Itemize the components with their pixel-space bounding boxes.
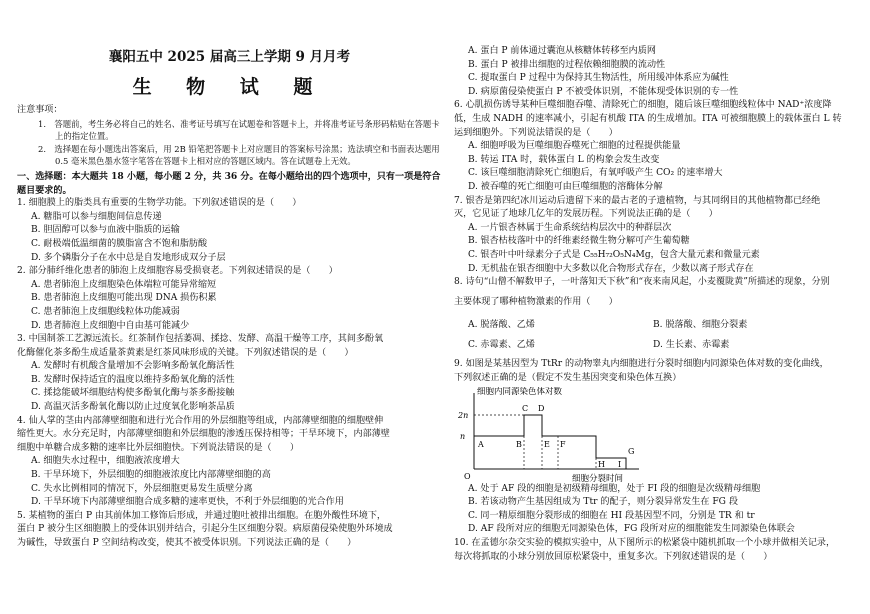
q8-stem: 主要体现了哪种植物激素的作用（ ） xyxy=(454,296,618,307)
point-g: G xyxy=(628,446,635,456)
q7-option: D. 无机盐在银杏细胞中大多数以化合物形式存在，少数以离子形式存在 xyxy=(468,263,754,274)
q7-option: B. 银杏枯枝落叶中的纤维素经微生物分解可产生葡萄糖 xyxy=(468,236,690,247)
q10-stem: 10. 在孟德尔杂交实验的模拟实验中，从下图所示的松紧袋中随机抓取一个小球并做相关记录， xyxy=(454,538,836,549)
question-option: C. 揉捻能破坏细胞结构使多酚氧化酶与茶多酚接触 xyxy=(31,388,235,399)
point-h: H xyxy=(598,459,605,469)
question-stem: 细胞中单糖合成多糖的速率比外层细胞快。下列说法错误的是（ ） xyxy=(17,442,299,453)
q6-option: D. 被吞噬的死亡细胞可由巨噬细胞的溶酶体分解 xyxy=(468,181,663,192)
point-c: C xyxy=(522,403,529,413)
exam-title: 襄阳五中 2025 届高三上学期 9 月月考 xyxy=(108,49,351,65)
notice-item: 2. 选择题在每小题选出答案后，用 2B 铅笔把答题卡上对应题目的答案标号涂黑；选法填空和书面表达题用 0.5 毫米黑色墨水签字笔答在答题卡上相对应的答题区域内。答在试题卷上无效。 xyxy=(38,143,440,167)
question-stem: 蛋白 P 被分生区细胞膜上的受体识别并结合，引起分生区细胞分裂。病原菌侵染使胞外环境成 xyxy=(17,524,393,535)
exam-subject: 生 物 试 题 xyxy=(132,76,327,98)
q5-option: C. 提取蛋白 P 过程中为保持其生物活性，所用缓冲体系应为碱性 xyxy=(468,73,729,84)
q9-stem: 下列叙述正确的是（假定不发生基因突变和染色体互换） xyxy=(454,373,682,384)
question-option: D. 干旱环境下内部薄壁细胞合成多糖的速率更快，不利于外层细胞的光合作用 xyxy=(31,497,344,508)
q9-option: C. 同一精原细胞分裂形成的细胞在 HI 段基因型不同，分别是 TR 和 tr xyxy=(468,510,755,521)
question-option: D. 患者肺泡上皮细胞中自由基可能减少 xyxy=(31,320,190,331)
q6-option: C. 该巨噬细胞清除死亡细胞后，有氧呼吸产生 CO₂ 的速率增大 xyxy=(468,168,723,179)
q8-options-row xyxy=(454,339,854,353)
question-option: C. 患者肺泡上皮细胞线粒体功能减弱 xyxy=(31,306,180,317)
section-heading: 一、选择题：本大题共 18 小题，每小题 2 分，共 36 分。在每小题给出的四个选项中，只有一项是符合题目要求的。 xyxy=(17,170,441,196)
question-option: C. 耐极端低温细菌的膜脂富含不饱和脂肪酸 xyxy=(31,238,208,249)
q9-chromosome-graph xyxy=(454,387,854,483)
q6-option: B. 转运 ITA 时，载体蛋白 L 的构象会发生改变 xyxy=(468,154,660,165)
q7-stem: 灭，它见证了地球几亿年的发展历程。下列说法正确的是（ ） xyxy=(454,209,718,220)
point-e: E xyxy=(544,439,550,449)
y-tick-2n: 2n xyxy=(458,410,469,420)
q9-option: D. AF 段所对应的细胞无同源染色体，FG 段所对应的细胞能发生同源染色体联会 xyxy=(468,524,795,535)
q8-option: D. 生长素、赤霉素 xyxy=(653,339,730,350)
question-option: B. 干旱环境下，外层细胞的细胞液浓度比内部薄壁细胞的高 xyxy=(31,470,271,481)
question-stem: 化酶催化茶多酚生成适量茶黄素是红茶风味形成的关键。下列叙述错误的是（ ） xyxy=(17,347,354,358)
q8-stem: 8. 诗句“山僧不解数甲子，一叶落知天下秋”和“夜来南风起，小麦覆陇黄”所描述的现象，分别 xyxy=(454,277,830,288)
q9-option: A. 处于 AF 段的细胞是初级精母细胞，处于 FI 段的细胞是次级精母细胞 xyxy=(468,483,761,494)
point-f: F xyxy=(560,439,566,449)
question-stem: 2. 部分肺纤维化患者的肺泡上皮细胞容易受损衰老。下列叙述错误的是（ ） xyxy=(17,266,338,277)
question-option: A. 糖脂可以参与细胞间信息传递 xyxy=(31,211,162,222)
q7-option: C. 银杏叶中叶绿素分子式是 C₅₅H₇₂O₅N₄Mg，包含大量元素和微量元素 xyxy=(468,249,760,260)
q5-option: D. 病原菌侵染使蛋白 P 不被受体识别，不能体现受体识别的专一性 xyxy=(468,86,739,97)
q9-graph-svg xyxy=(454,387,694,483)
question-option: B. 胆固醇可以参与血液中脂质的运输 xyxy=(31,225,180,236)
q6-stem: 低，生成 NADH 的速率减小，引起有机酸 ITA 的生成增加。ITA 可被细胞膜上的载体蛋白 L 转 xyxy=(454,113,842,124)
question-stem: 缩性更大。水分充足时，内部薄壁细胞和外层细胞的渗透压保持相等；干旱环境下，内部薄壁 xyxy=(17,429,390,440)
question-option: B. 发酵时保持适宜的温度以维持多酚氧化酶的活性 xyxy=(31,374,235,385)
right-column xyxy=(454,45,854,564)
point-d: D xyxy=(538,403,545,413)
q9-stem: 9. 如图是某基因型为 TtRr 的动物睾丸内细胞进行分裂时细胞内同源染色体对数的变化曲线， xyxy=(454,359,829,370)
q6-option: A. 细胞呼吸为巨噬细胞吞噬死亡细胞的过程提供能量 xyxy=(468,141,681,152)
question-option: A. 患者肺泡上皮细胞染色体端粒可能异常缩短 xyxy=(31,279,217,290)
question-option: A. 细胞失水过程中，细胞液浓度增大 xyxy=(31,456,180,467)
q6-stem: 6. 心肌损伤诱导某种巨噬细胞吞噬、清除死亡的细胞，随后该巨噬细胞线粒体中 NAD⁺浓度降 xyxy=(454,100,832,111)
q9-option: B. 若该动物产生基因组成为 Ttr 的配子，则分裂异常发生在 FG 段 xyxy=(468,497,738,508)
question-option: C. 失水比例相同的情况下，外层细胞更易发生质壁分离 xyxy=(31,483,253,494)
left-questions xyxy=(17,197,442,550)
q5-option: B. 蛋白 P 被排出细胞的过程依赖细胞膜的流动性 xyxy=(468,59,666,70)
question-option: B. 患者肺泡上皮细胞可能出现 DNA 损伤积累 xyxy=(31,293,217,304)
notice-heading: 注意事项： xyxy=(17,105,63,115)
q10-stem: 每次将抓取的小球分别放回原松紧袋中，重复多次。下列叙述错误的是（ ） xyxy=(454,551,773,562)
point-b: B xyxy=(516,439,522,449)
point-a: A xyxy=(478,439,484,449)
q8-option: B. 脱落酸、细胞分裂素 xyxy=(653,320,748,331)
q8-options-row xyxy=(454,319,854,333)
origin-label: O xyxy=(464,471,471,481)
question-option: D. 多个磷脂分子在水中总是自发地形成双分子层 xyxy=(31,252,226,263)
notice-item: 1. 答题前，考生务必将自己的姓名、准考证号填写在试题卷和答题卡上，并将准考证号条形码粘贴在答题卡上的指定位置。 xyxy=(38,118,440,142)
q7-stem: 7. 银杏是第四纪冰川运动后遗留下来的最古老的子遗植物，与其同纲目的其他植物都已经绝 xyxy=(454,195,821,206)
q5-option: A. 蛋白 P 前体通过囊泡从核糖体转移至内质网 xyxy=(468,46,656,56)
question-stem: 4. 仙人掌的茎由内部薄壁细胞和进行光合作用的外层细胞等组成，内部薄壁细胞的细胞壁伸 xyxy=(17,415,384,426)
y-tick-n: n xyxy=(460,431,466,441)
question-option: D. 高温灭活多酚氧化酶以防止过度氧化影响茶品质 xyxy=(31,402,235,413)
question-stem: 5. 某植物的蛋白 P 由其前体加工修饰后形成，并通过胞吐被排出细胞。在胞外酸性环境下， xyxy=(17,510,387,521)
q8-option: C. 赤霉素、乙烯 xyxy=(468,339,535,350)
question-stem: 1. 细胞膜上的脂类具有重要的生物学功能。下列叙述错误的是（ ） xyxy=(17,198,302,209)
left-column xyxy=(17,0,442,551)
x-axis-label: 细胞分裂时间 xyxy=(572,473,624,483)
question-stem: 为碱性，导致蛋白 P 空间结构改变，使其不被受体识别。下列说法正确的是（ ） xyxy=(17,538,357,548)
question-stem: 3. 中国制茶工艺源远流长。红茶制作包括萎凋、揉捻、发酵、高温干燥等工序，其间多酚氧 xyxy=(17,334,384,345)
question-option: A. 发酵时有机酸含量增加不会影响多酚氧化酶活性 xyxy=(31,361,235,372)
q7-option: A. 一片银杏林属于生命系统结构层次中的种群层次 xyxy=(468,222,672,233)
q6-stem: 运到细胞外。下列说法错误的是（ ） xyxy=(454,127,618,138)
q8-option: A. 脱落酸、乙烯 xyxy=(468,320,535,331)
y-axis-label: 细胞内同源染色体对数 xyxy=(477,386,563,397)
point-i: I xyxy=(618,459,622,469)
